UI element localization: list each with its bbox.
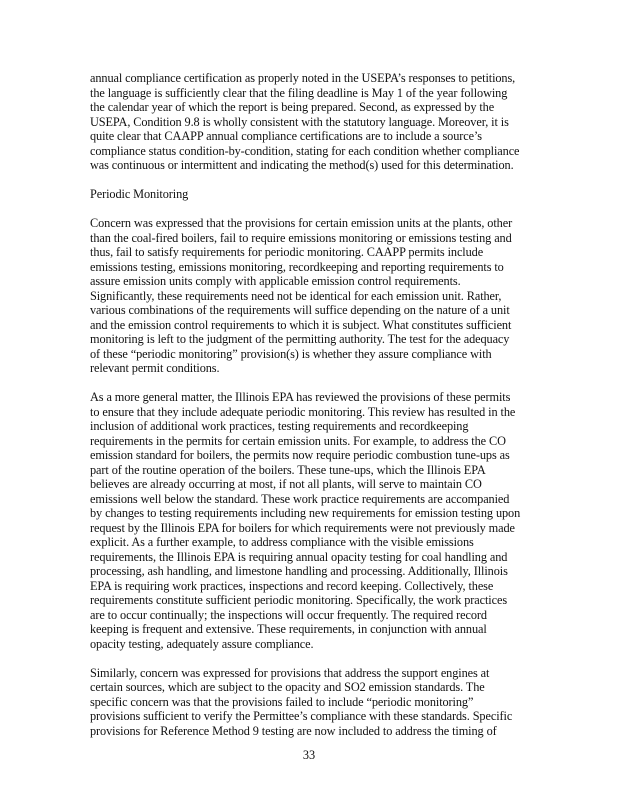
text-line: Concern was expressed that the provisions for certain emission units at the plants, other	[90, 216, 513, 230]
text-line: and the emission control requirements to which it is subject. What constitutes sufficient	[90, 317, 512, 332]
text-line: processing, ash handling, and limestone handling and processing. Additionally, Illinois	[90, 564, 508, 578]
text-line: believes are already occurring at most, if not all plants, will serve to maintain CO	[90, 477, 482, 491]
text-line: to ensure that they include adequate periodic monitoring. This review has resulted in the	[90, 404, 516, 419]
text-line: request by the Illinois EPA for boilers for which requirements were not previously made	[90, 520, 515, 535]
text-line: explicit. As a further example, to address compliance with the visible emissions	[90, 535, 474, 549]
text-line: Similarly, concern was expressed for provisions that address the support engines at	[90, 665, 490, 680]
text-line: requirements, the Illinois EPA is requiring annual opacity testing for coal handling and	[90, 549, 508, 564]
text-line: of these “periodic monitoring” provision(s) is whether they assure compliance with	[90, 346, 492, 361]
text-line: Significantly, these requirements need not be identical for each emission unit. Rather,	[90, 288, 502, 303]
paragraph-annual-compliance	[90, 71, 576, 173]
text-line: USEPA, Condition 9.8 is wholly consistent with the statutory language. Moreover, it is	[90, 114, 509, 129]
text-line: by changes to testing requirements including new requirements for emission testing upon	[90, 506, 521, 520]
paragraph-general-review	[90, 390, 576, 651]
paragraph-support-engines	[90, 666, 576, 739]
text-line: specific concern was that the provisions failed to include “periodic monitoring”	[90, 694, 474, 709]
text-line: compliance status condition-by-condition, stating for each condition whether compliance	[90, 143, 520, 158]
text-line: emission standard for boilers, the permits now require periodic combustion tune-ups as	[90, 448, 510, 462]
text-line: than the coal-fired boilers, fail to require emissions monitoring or emissions testing and	[90, 230, 512, 245]
text-line: the calendar year of which the report is being prepared. Second, as expressed by the	[90, 100, 495, 114]
text-line: provisions for Reference Method 9 testing are now included to address the timing of	[90, 723, 497, 738]
text-line: annual compliance certification as properly noted in the USEPA’s responses to petitions,	[90, 71, 516, 85]
text-line: opacity testing, adequately assure compliance.	[90, 636, 314, 651]
body-text	[90, 71, 576, 753]
text-line: was continuous or intermittent and indicating the method(s) used for this determination.	[90, 158, 514, 172]
text-line: As a more general matter, the Illinois EPA has reviewed the provisions of these permits	[90, 390, 511, 404]
page-number: 33	[302, 748, 316, 762]
text-line: requirements constitute sufficient periodic monitoring. Specifically, the work practices	[90, 593, 508, 607]
text-line: provisions sufficient to verify the Permittee’s compliance with these standards. Specific	[90, 709, 513, 723]
text-line: inclusion of additional work practices, testing requirements and recordkeeping	[90, 419, 469, 433]
text-line: the language is sufficiently clear that the filing deadline is May 1 of the year following	[90, 85, 508, 100]
text-line: emissions testing, emissions monitoring, recordkeeping and reporting requirements to	[90, 259, 504, 274]
text-line: quite clear that CAAPP annual compliance certifications are to include a source’s	[90, 129, 482, 143]
text-line: thus, fail to satisfy requirements for periodic monitoring. CAAPP permits include	[90, 245, 484, 259]
text-line: EPA is requiring work practices, inspections and record keeping. Collectively, these	[90, 578, 494, 593]
text-line: assure emission units comply with applicable emission control requirements.	[90, 274, 461, 288]
text-line: monitoring is left to the judgment of the permitting authority. The test for the adequacy	[90, 332, 510, 346]
text-line: requirements in the permits for certain emission units. For example, to address the CO	[90, 433, 506, 448]
section-heading-periodic-monitoring: Periodic Monitoring	[90, 187, 189, 201]
text-line: emissions well below the standard. These work practice requirements are accompanied	[90, 491, 510, 506]
paragraph-emission-units-concern	[90, 216, 576, 376]
text-line: certain sources, which are subject to the opacity and SO2 emission standards. The	[90, 680, 485, 694]
text-line: are to occur continually; the inspections will occur frequently. The required record	[90, 607, 487, 622]
text-line: various combinations of the requirements will suffice depending on the nature of a unit	[90, 303, 510, 317]
text-line: keeping is frequent and extensive. These requirements, in conjunction with annual	[90, 622, 487, 636]
text-line: relevant permit conditions.	[90, 361, 220, 375]
text-line: part of the routine operation of the boilers. These tune-ups, which the Illinois EPA	[90, 462, 486, 477]
